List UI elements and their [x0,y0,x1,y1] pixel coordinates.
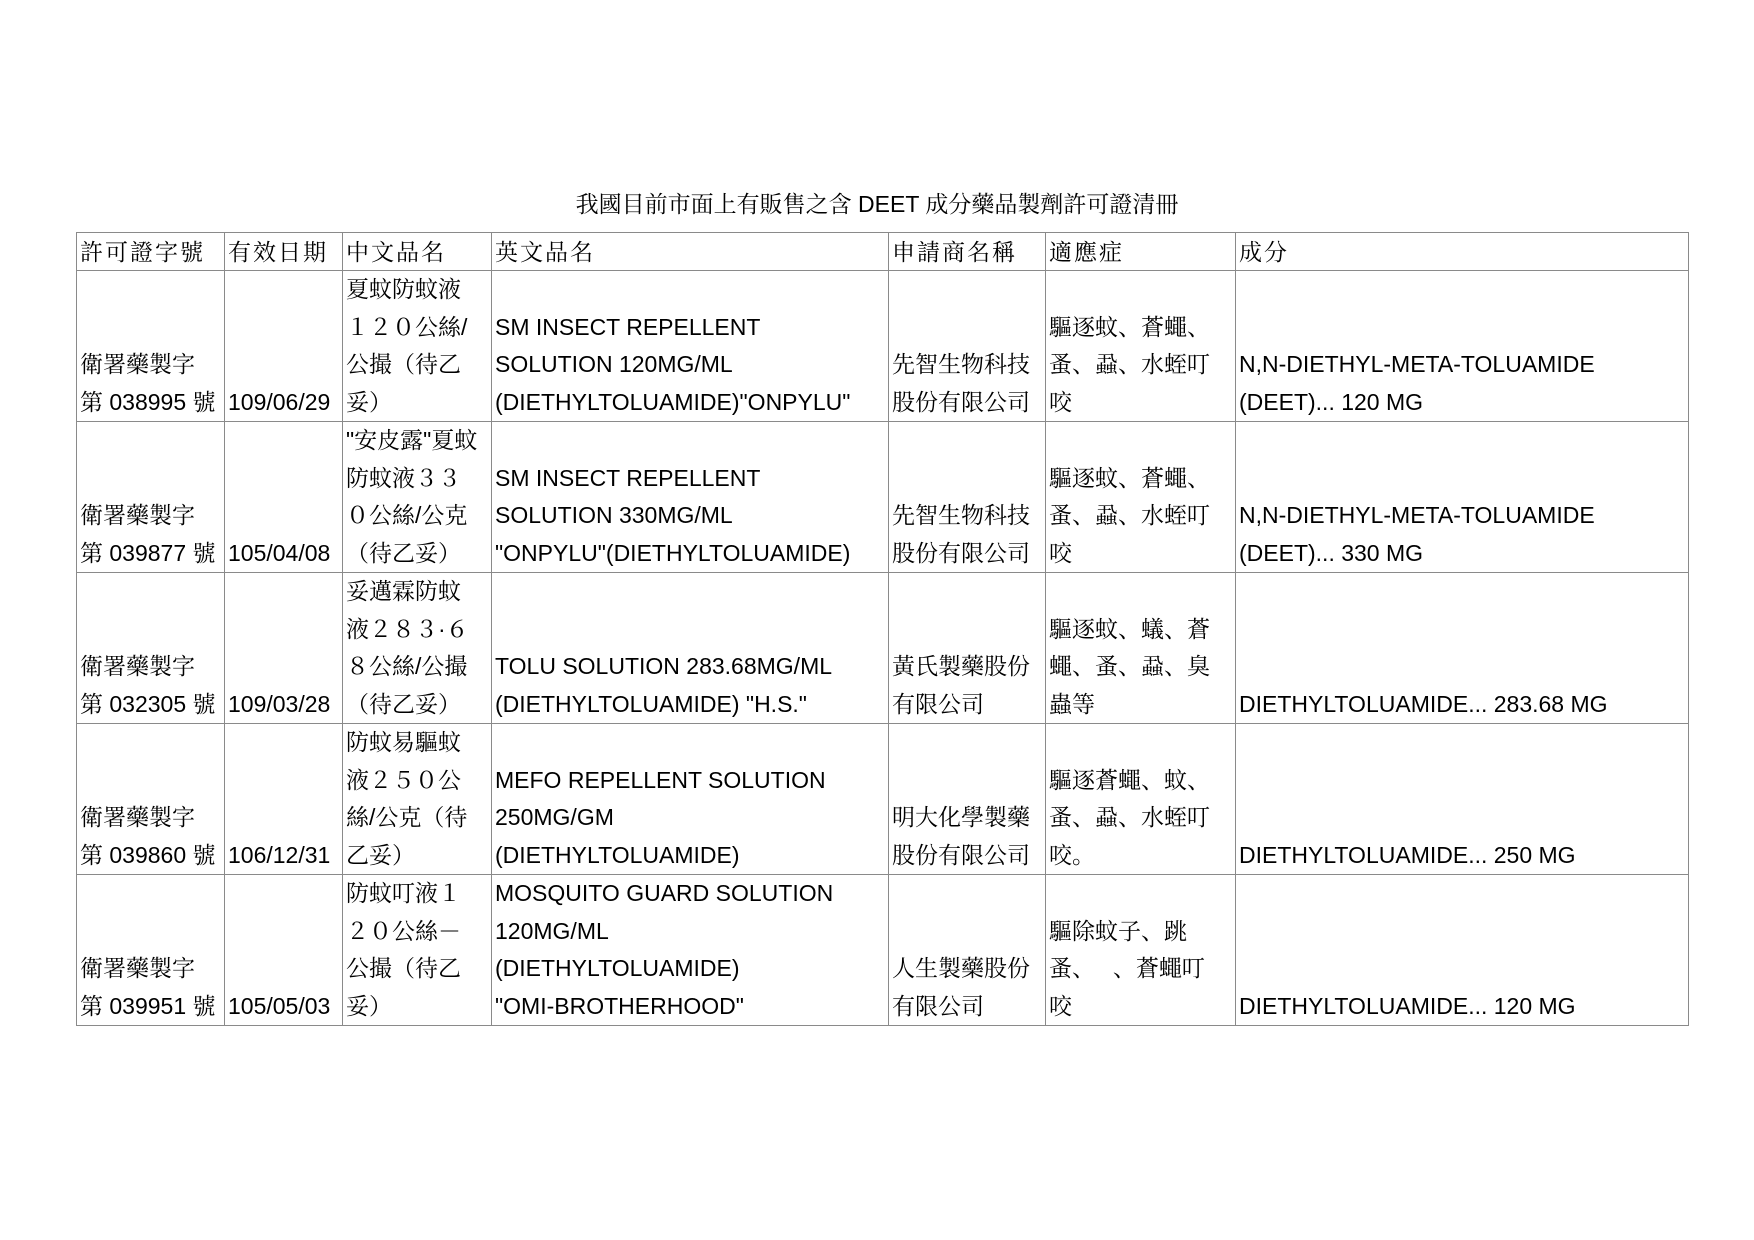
ingredient-cell [1236,573,1689,724]
ingredient-text: N,N-DIETHYL-META-TOLUAMIDE (DEET)... 330 MG [1239,502,1595,566]
name-zh-cell [343,422,492,573]
product-name-zh: 防蚊叮液１ ２０公絲－ 公撮（待乙 妥） [346,880,461,1019]
applicant-name: 黃氏製藥股份 有限公司 [892,653,1030,717]
ingredient-text: DIETHYLTOLUAMIDE... 250 MG [1239,841,1576,868]
document-title: 我國目前市面上有販售之含 DEET 成分藥品製劑許可證清冊 [575,191,1179,217]
name-zh-cell [343,271,492,422]
license-cell [77,422,225,573]
applicant-cell [889,573,1046,724]
header-indication: 適應症 [1046,233,1236,271]
name-zh-cell [343,573,492,724]
applicant-cell [889,724,1046,875]
expiry-date: 105/05/03 [228,992,331,1019]
applicant-cell [889,875,1046,1026]
table-row [77,271,1689,422]
product-name-zh: 夏蚊防蚊液 １２０公絲/ 公撮（待乙 妥） [346,276,468,415]
applicant-cell [889,271,1046,422]
license-number: 衛署藥製字 第 039860 號 [80,804,216,868]
license-number: 衛署藥製字 第 038995 號 [80,351,216,415]
product-name-en: MOSQUITO GUARD SOLUTION 120MG/ML (DIETHYLTOLUAMIDE) "OMI-BROTHERHOOD" [495,880,834,1019]
name-en-cell [492,573,889,724]
table-row [77,573,1689,724]
indication-cell [1046,573,1236,724]
header-license: 許可證字號 [77,233,225,271]
indication-text: 驅逐蚊、蟻、蒼 蠅、蚤、蝨、臭 蟲等 [1049,615,1210,717]
license-number: 衛署藥製字 第 039877 號 [80,502,216,566]
header-name-zh: 中文品名 [343,233,492,271]
license-number: 衛署藥製字 第 039951 號 [80,955,216,1019]
license-cell [77,573,225,724]
indication-text: 驅逐蒼蠅、蚊、 蚤、蝨、水蛭叮 咬。 [1049,766,1210,868]
table-row [77,422,1689,573]
applicant-name: 先智生物科技 股份有限公司 [892,351,1030,415]
indication-cell [1046,724,1236,875]
product-name-zh: 妥邁霖防蚊 液２８３·６ ８公絲/公撮 （待乙妥） [346,578,469,717]
applicant-name: 人生製藥股份 有限公司 [892,955,1030,1019]
ingredient-text: DIETHYLTOLUAMIDE... 283.68 MG [1239,690,1608,717]
ingredient-cell [1236,271,1689,422]
license-cell [77,724,225,875]
name-zh-cell [343,724,492,875]
expiry-cell [225,573,343,724]
expiry-date: 109/06/29 [228,388,331,415]
permit-table [76,232,1689,1026]
applicant-cell [889,422,1046,573]
table-row [77,724,1689,875]
product-name-en: MEFO REPELLENT SOLUTION 250MG/GM (DIETHYLTOLUAMIDE) [495,766,826,868]
ingredient-cell [1236,422,1689,573]
name-en-cell [492,875,889,1026]
expiry-cell [225,422,343,573]
expiry-date: 106/12/31 [228,841,331,868]
expiry-date: 109/03/28 [228,690,331,717]
product-name-en: TOLU SOLUTION 283.68MG/ML (DIETHYLTOLUAMIDE) "H.S." [495,653,833,717]
table-header-row [77,233,1689,271]
name-en-cell [492,422,889,573]
applicant-name: 明大化學製藥 股份有限公司 [892,804,1030,868]
indication-cell [1046,875,1236,1026]
expiry-cell [225,724,343,875]
product-name-zh: "安皮露"夏蚊 防蚊液３３ ０公絲/公克 （待乙妥） [346,427,478,566]
ingredient-text: N,N-DIETHYL-META-TOLUAMIDE (DEET)... 120 MG [1239,351,1595,415]
indication-cell [1046,271,1236,422]
indication-cell [1046,422,1236,573]
ingredient-text: DIETHYLTOLUAMIDE... 120 MG [1239,992,1576,1019]
header-ingredient: 成分 [1236,233,1689,271]
table-row [77,875,1689,1026]
name-en-cell [492,271,889,422]
license-cell [77,271,225,422]
product-name-en: SM INSECT REPELLENT SOLUTION 120MG/ML (DIETHYLTOLUAMIDE)"ONPYLU" [495,313,851,415]
indication-text: 驅除蚊子、跳 蚤、 、蒼蠅叮 咬 [1049,917,1205,1019]
name-en-cell [492,724,889,875]
ingredient-cell [1236,875,1689,1026]
license-cell [77,875,225,1026]
indication-text: 驅逐蚊、蒼蠅、 蚤、蝨、水蛭叮 咬 [1049,464,1210,566]
name-zh-cell [343,875,492,1026]
expiry-cell [225,271,343,422]
product-name-en: SM INSECT REPELLENT SOLUTION 330MG/ML "ONPYLU"(DIETHYLTOLUAMIDE) [495,464,851,566]
header-name-en: 英文品名 [492,233,889,271]
applicant-name: 先智生物科技 股份有限公司 [892,502,1030,566]
header-applicant: 申請商名稱 [889,233,1046,271]
indication-text: 驅逐蚊、蒼蠅、 蚤、蝨、水蛭叮 咬 [1049,313,1210,415]
license-number: 衛署藥製字 第 032305 號 [80,653,216,717]
ingredient-cell [1236,724,1689,875]
product-name-zh: 防蚊易驅蚊 液２５０公 絲/公克（待 乙妥） [346,729,468,868]
expiry-date: 105/04/08 [228,539,331,566]
expiry-cell [225,875,343,1026]
header-expiry: 有效日期 [225,233,343,271]
